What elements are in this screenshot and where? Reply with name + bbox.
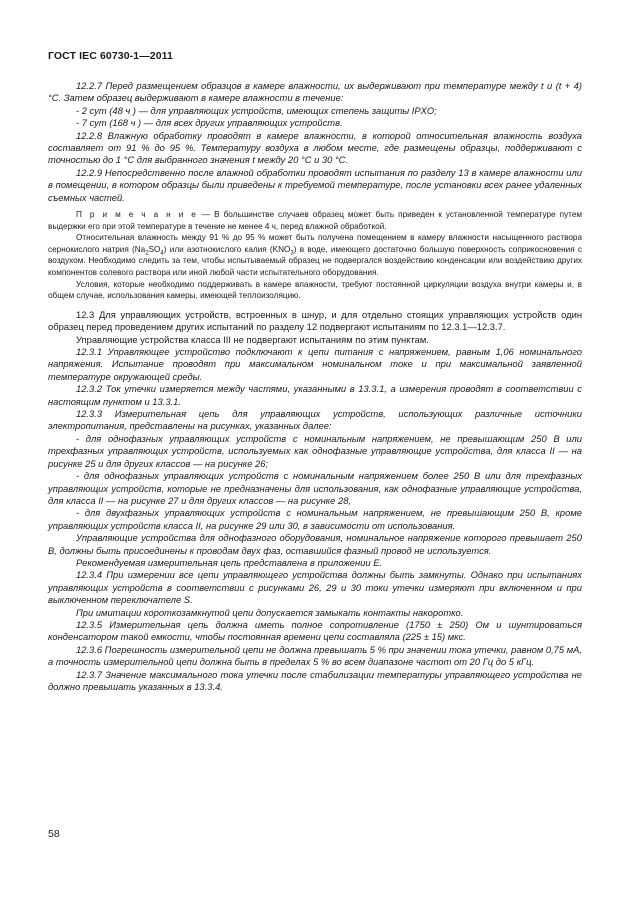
list-item-168h: - 7 сут (168 ч ) — для всех других управляющих устройств.: [76, 117, 343, 129]
list-item-single-phase-over-250: - для однофазных управляющих устройств с номинальным напряжением более 250 В или для трехфазных управляющих устройств, которые не предназначены для использования, как однофазные управляющие устройства, для класса II — на рисунке 27 и для других классов — на рисунке 28,: [48, 470, 582, 506]
paragraph-single-phase-equipment: Управляющие устройства для однофазного оборудования, номинальное напряжение которого превышает 250 В, должны быть присоединены к проводам двух фаз, оставшийся фазный провод не используется.: [48, 532, 582, 556]
paragraph-recommended-circuit: Рекомендуемая измерительная цепь представлена в приложении Е.: [76, 556, 383, 568]
list-item-48h: - 2 сут (48 ч ) — для управляющих устройств, имеющих степень защиты IPXO;: [76, 104, 437, 116]
subscript: 2: [145, 250, 149, 257]
paragraph-12-3-5: 12.3.5 Измерительная цепь должна иметь полное сопротивление (1750 ± 250) Ом и шунтироваться конденсатором такой емкости, чтобы постоянная времени цепи составляла (225 ± 15) мкс.: [48, 618, 582, 643]
note-text: — В большинстве случаев образец может быть приведен к установленной температуре путем выдержки его при этой температуре в течение не менее 4 ч, перед влажной обработкой.: [48, 210, 582, 231]
paragraph-12-3-3: 12.3.3 Измерительная цепь для управляющих устройств, использующих различные источники электропитания, представлены на рисунках, указанных далее:: [48, 408, 582, 432]
list-item-single-phase-250: - для однофазных управляющих устройств с номинальным напряжением, не превышающим 250 В или трехфазных управляющих устройств, используемых как однофазные управляющие устройства, для класса II — на рисунке 25 и для других классов — на рисунке 26;: [48, 432, 582, 469]
note-paragraph-3: Условия, которые необходимо поддерживать в камере влажности, требуют постоянной циркуляции воздуха внутри камеры и, в общем случае, использования камеры, имеющей теплоизоляцию.: [48, 279, 582, 301]
note-p2-part-b: SO: [148, 244, 161, 254]
subscript: 4: [160, 250, 164, 257]
note-p2-part-c: ) или азотнокислого калия (KNO: [163, 244, 291, 254]
paragraph-12-3-1: 12.3.1 Управляющее устройство подключают к цепи питания с напряжением, равным 1,06 номинального напряжения. Испытание проводят при максимальном номинальном токе и при максимальной заявленной температуре окружающей среды.: [48, 346, 582, 382]
note-paragraph-1: [48, 209, 582, 232]
paragraph-12-3-2: 12.3.2 Ток утечки измеряется между частями, указанными в 13.3.1, а измерения проводят в соответствии с настоящим пунктом и 13.3.1.: [48, 383, 582, 407]
note-p2-part-a: Относительная влажность между 91 % до 95 % может быть получена помещением в камеру влажности насыщенного раствора сернокислого натрия (Na: [48, 233, 582, 254]
paragraph-12-2-7: 12.2.7 Перед размещением образцов в камере влажности, их выдерживают при температуре между t и (t + 4)°С. Затем образец выдерживают в камере влажности в течение:: [48, 80, 582, 104]
note-p2-part-d: ) в воде, имеющего достаточно большую поверхность соприкосновения с воздухом. Необходимо следить за тем, чтобы испытываемый образец не подвергался воздействию конденсации или воздействию других компонентов солевого раствора или иной любой части испытательного оборудования.: [48, 244, 582, 278]
document-header: ГОСТ IEC 60730-1—2011: [48, 50, 173, 62]
note-paragraph-2: [48, 232, 582, 278]
paragraph-12-3-6: 12.3.6 Погрешность измерительной цепи не должна превышать 5 % при значении тока утечки, равном 0,75 мА, а точность измерительной цепи должна быть в пределах 5 % во всем диапазоне частот от 20 Гц до 5 кГц.: [48, 643, 582, 668]
page-number: 58: [48, 828, 60, 840]
paragraph-12-3-7: 12.3.7 Значение максимального тока утечки после стабилизации температуры управляющего устройства не должно превышать указанных в 13.3.4.: [48, 668, 582, 692]
paragraph-12-3: 12.3 Для управляющих устройств, встроенных в шнур, и для отдельно стоящих управляющих устройств один образец перед проведением других испытаний по разделу 12 подвергают испытаниям по 12.3.1—12.3.7.: [48, 308, 582, 333]
page-content: [48, 80, 582, 693]
paragraph-12-2-9: 12.2.9 Непосредственно после влажной обработки проводят испытания по разделу 13 в камере влажности или в помещении, в котором образцы были приведены к требуемой температуре, после установки всех ранее удаленных съемных частей.: [48, 166, 582, 203]
paragraph-12-2-8: 12.2.8 Влажную обработку проводят в камере влажности, в которой относительная влажность воздуха составляет от 91 % до 95 %. Температуру воздуха в любом месте, где размещены образцы, поддерживают с точностью до 1 °С для выбранного значения t между 20 °С и 30 °С.: [48, 129, 582, 166]
paragraph-short-circuit: При имитации короткозамкнутой цепи допускается замыкать контакты накоротко.: [76, 606, 464, 618]
paragraph-class-iii: Управляющие устройства класса III не подвергают испытаниям по этим пунктам.: [76, 333, 429, 345]
subscript: 3: [290, 250, 294, 257]
paragraph-12-3-4: 12.3.4 При измерении все цепи управляющего устройства должны быть замкнуты. Однако при испытаниях управляющих устройств в соответствии с рисунками 26, 29 и 30 токи утечки измеряют при включенном и при выключенном переключателе S.: [48, 569, 582, 606]
note-label: П р и м е ч а н и е: [76, 210, 198, 220]
list-item-two-phase: - для двухфазных управляющих устройств с номинальным напряжением, не превышающим 250 В, кроме управляющих устройств класса II, на рисунке 29 или 30, в зависимости от использования.: [48, 507, 582, 531]
